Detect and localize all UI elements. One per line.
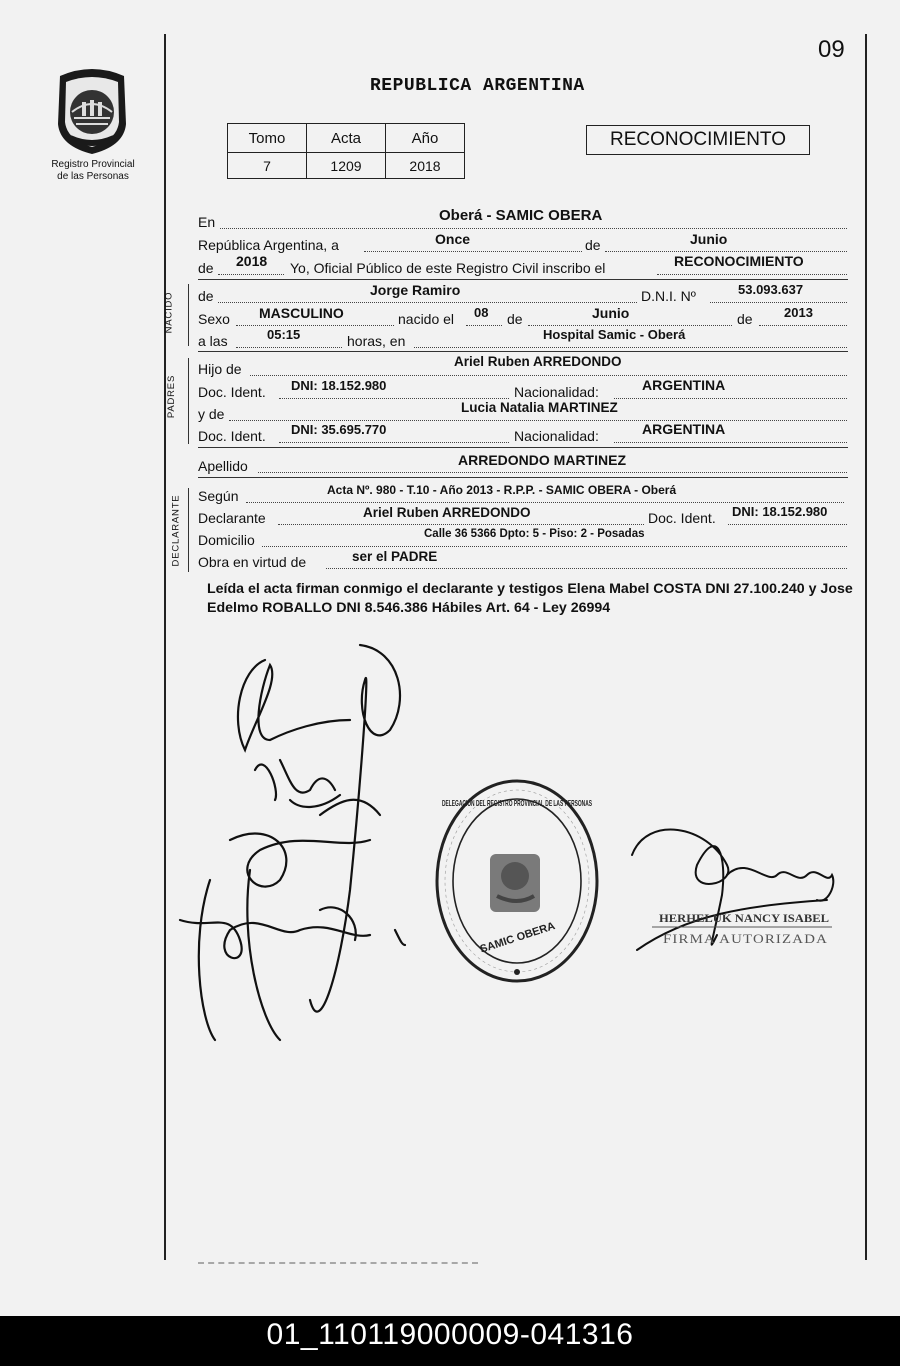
dotted-line <box>279 398 509 399</box>
registry-header-anio: Año <box>386 124 465 153</box>
nacionalidad-label-father: Nacionalidad: <box>514 384 599 400</box>
dotted-line <box>236 347 342 348</box>
dotted-line <box>236 325 394 326</box>
dotted-line <box>364 251 582 252</box>
document-title: REPUBLICA ARGENTINA <box>370 76 585 96</box>
birth-time-value: 05:15 <box>267 327 301 342</box>
official-stamp-icon <box>432 776 703 986</box>
dotted-line <box>759 325 847 326</box>
republica-label: República Argentina, a <box>198 237 339 253</box>
separator <box>198 351 848 352</box>
page-number: 09 <box>818 36 845 63</box>
birth-day-value: 08 <box>474 305 489 320</box>
doc-label-declarante: Doc. Ident. <box>648 510 716 526</box>
stamp-inner-text: SAMIC OBERA <box>478 920 557 956</box>
dotted-line <box>218 302 637 303</box>
apellido-value: ARREDONDO MARTINEZ <box>458 452 626 468</box>
nacionalidad-label-mother: Nacionalidad: <box>514 428 599 444</box>
padres-bar <box>188 358 189 444</box>
doc-label-father: Doc. Ident. <box>198 384 266 400</box>
child-dni-value: 53.093.637 <box>738 282 804 297</box>
mother-nationality-value: ARGENTINA <box>642 421 726 437</box>
segun-value: Acta Nº. 980 - T.10 - Año 2013 - R.P.P. - SAMIC OBERA - Oberá <box>327 483 677 497</box>
registry-header-acta: Acta <box>307 124 386 153</box>
dni-label: D.N.I. Nº <box>641 288 696 304</box>
firma-name: HERHELUK NANCY ISABEL <box>659 911 829 925</box>
left-margin-line <box>164 34 166 1260</box>
dotted-line <box>279 442 509 443</box>
logo-caption-line2: de las Personas <box>57 171 129 182</box>
birth-year-value: 2013 <box>784 305 813 320</box>
dotted-line <box>220 228 847 229</box>
dotted-line <box>250 375 847 376</box>
en-value: Oberá - SAMIC OBERA <box>439 207 603 224</box>
day-value: Once <box>435 231 471 247</box>
registry-value-acta: 1209 <box>307 153 386 179</box>
declarante-label: Declarante <box>198 510 266 526</box>
act-type-box: RECONOCIMIENTO <box>586 125 810 155</box>
en-label: En <box>198 214 216 230</box>
nacido-bar <box>188 284 189 346</box>
dotted-line <box>246 502 844 503</box>
separator <box>198 477 848 478</box>
declarante-bar <box>188 488 189 572</box>
month-value: Junio <box>690 231 728 247</box>
dotted-line <box>710 302 847 303</box>
dotted-line <box>262 546 847 547</box>
doc-label-mother: Doc. Ident. <box>198 428 266 444</box>
declarante-side-label: DECLARANTE <box>170 494 182 567</box>
obra-value: ser el PADRE <box>352 549 438 564</box>
right-margin-line <box>865 34 867 1260</box>
de-label-year: de <box>198 260 214 276</box>
dotted-line <box>614 442 847 443</box>
oficial-text: Yo, Oficial Público de este Registro Civil inscribo el <box>290 260 606 276</box>
mother-name-value: Lucia Natalia MARTINEZ <box>461 400 618 415</box>
registry-header-tomo: Tomo <box>228 124 307 153</box>
nacido-side-label: NACIDO <box>163 291 175 334</box>
document-id: 01_110119000009-041316 <box>266 1318 634 1351</box>
separator <box>198 447 848 448</box>
domicilio-value: Calle 36 5366 Dpto: 5 - Piso: 2 - Posadas <box>424 528 645 540</box>
mother-doc-value: DNI: 35.695.770 <box>291 422 387 437</box>
horas-label: horas, en <box>347 333 406 349</box>
declarante-value: Ariel Ruben ARREDONDO <box>363 505 531 520</box>
dotted-line <box>414 347 847 348</box>
yde-label: y de <box>198 406 225 422</box>
separator <box>198 279 848 280</box>
dotted-line <box>278 524 644 525</box>
dotted-line <box>229 420 847 421</box>
father-nationality-value: ARGENTINA <box>642 377 726 393</box>
registry-table <box>227 123 465 179</box>
de-label-3: de <box>737 311 753 327</box>
misiones-seal-icon <box>52 66 132 156</box>
dotted-line <box>218 274 284 275</box>
alas-label: a las <box>198 333 228 349</box>
dotted-line <box>466 325 502 326</box>
year-value: 2018 <box>236 253 268 269</box>
child-name-value: Jorge Ramiro <box>370 282 461 298</box>
closing-statement: Leída el acta firman conmigo el declarante y testigos Elena Mabel COSTA DNI 27.100.240 y Jose Edelmo ROBALLO DNI 8.546.386 Hábiles Art. 64 - Ley 26994 <box>207 581 853 616</box>
dotted-line <box>657 274 847 275</box>
sexo-label: Sexo <box>198 311 230 327</box>
father-doc-value: DNI: 18.152.980 <box>291 378 387 393</box>
nacido-label: nacido el <box>398 311 455 327</box>
birth-month-value: Junio <box>592 305 630 321</box>
birth-place-value: Hospital Samic - Oberá <box>543 327 686 342</box>
segun-label: Según <box>198 488 239 504</box>
domicilio-label: Domicilio <box>198 532 255 548</box>
de-label: de <box>585 237 601 253</box>
dotted-line <box>614 398 847 399</box>
signatures-icon <box>170 640 430 1050</box>
apellido-label: Apellido <box>198 458 248 474</box>
inscribo-value: RECONOCIMIENTO <box>674 253 804 269</box>
registry-value-tomo: 7 <box>228 153 307 179</box>
hijo-label: Hijo de <box>198 361 242 377</box>
dotted-line <box>728 524 847 525</box>
dotted-line <box>326 568 847 569</box>
stamp-ring-text: DELEGACIÓN DEL REGISTRO PROVINCIAL DE LAS PERSONAS <box>442 798 703 808</box>
dotted-line <box>528 325 732 326</box>
dotted-line <box>258 472 847 473</box>
firma-label: FIRMA AUTORIZADA <box>663 932 828 946</box>
authorized-signature-icon <box>627 815 847 965</box>
sexo-value: MASCULINO <box>259 305 344 321</box>
declarante-doc-value: DNI: 18.152.980 <box>732 504 828 519</box>
de-label-2: de <box>507 311 523 327</box>
padres-side-label: PADRES <box>166 374 178 419</box>
logo-caption-line1: Registro Provincial <box>51 159 135 170</box>
obra-label: Obra en virtud de <box>198 554 307 570</box>
faint-bottom-marks <box>198 1262 478 1264</box>
dotted-line <box>605 251 847 252</box>
father-name-value: Ariel Ruben ARREDONDO <box>454 354 622 369</box>
logo-caption <box>38 159 148 183</box>
registry-value-anio: 2018 <box>386 153 465 179</box>
de-label-name: de <box>198 288 214 304</box>
